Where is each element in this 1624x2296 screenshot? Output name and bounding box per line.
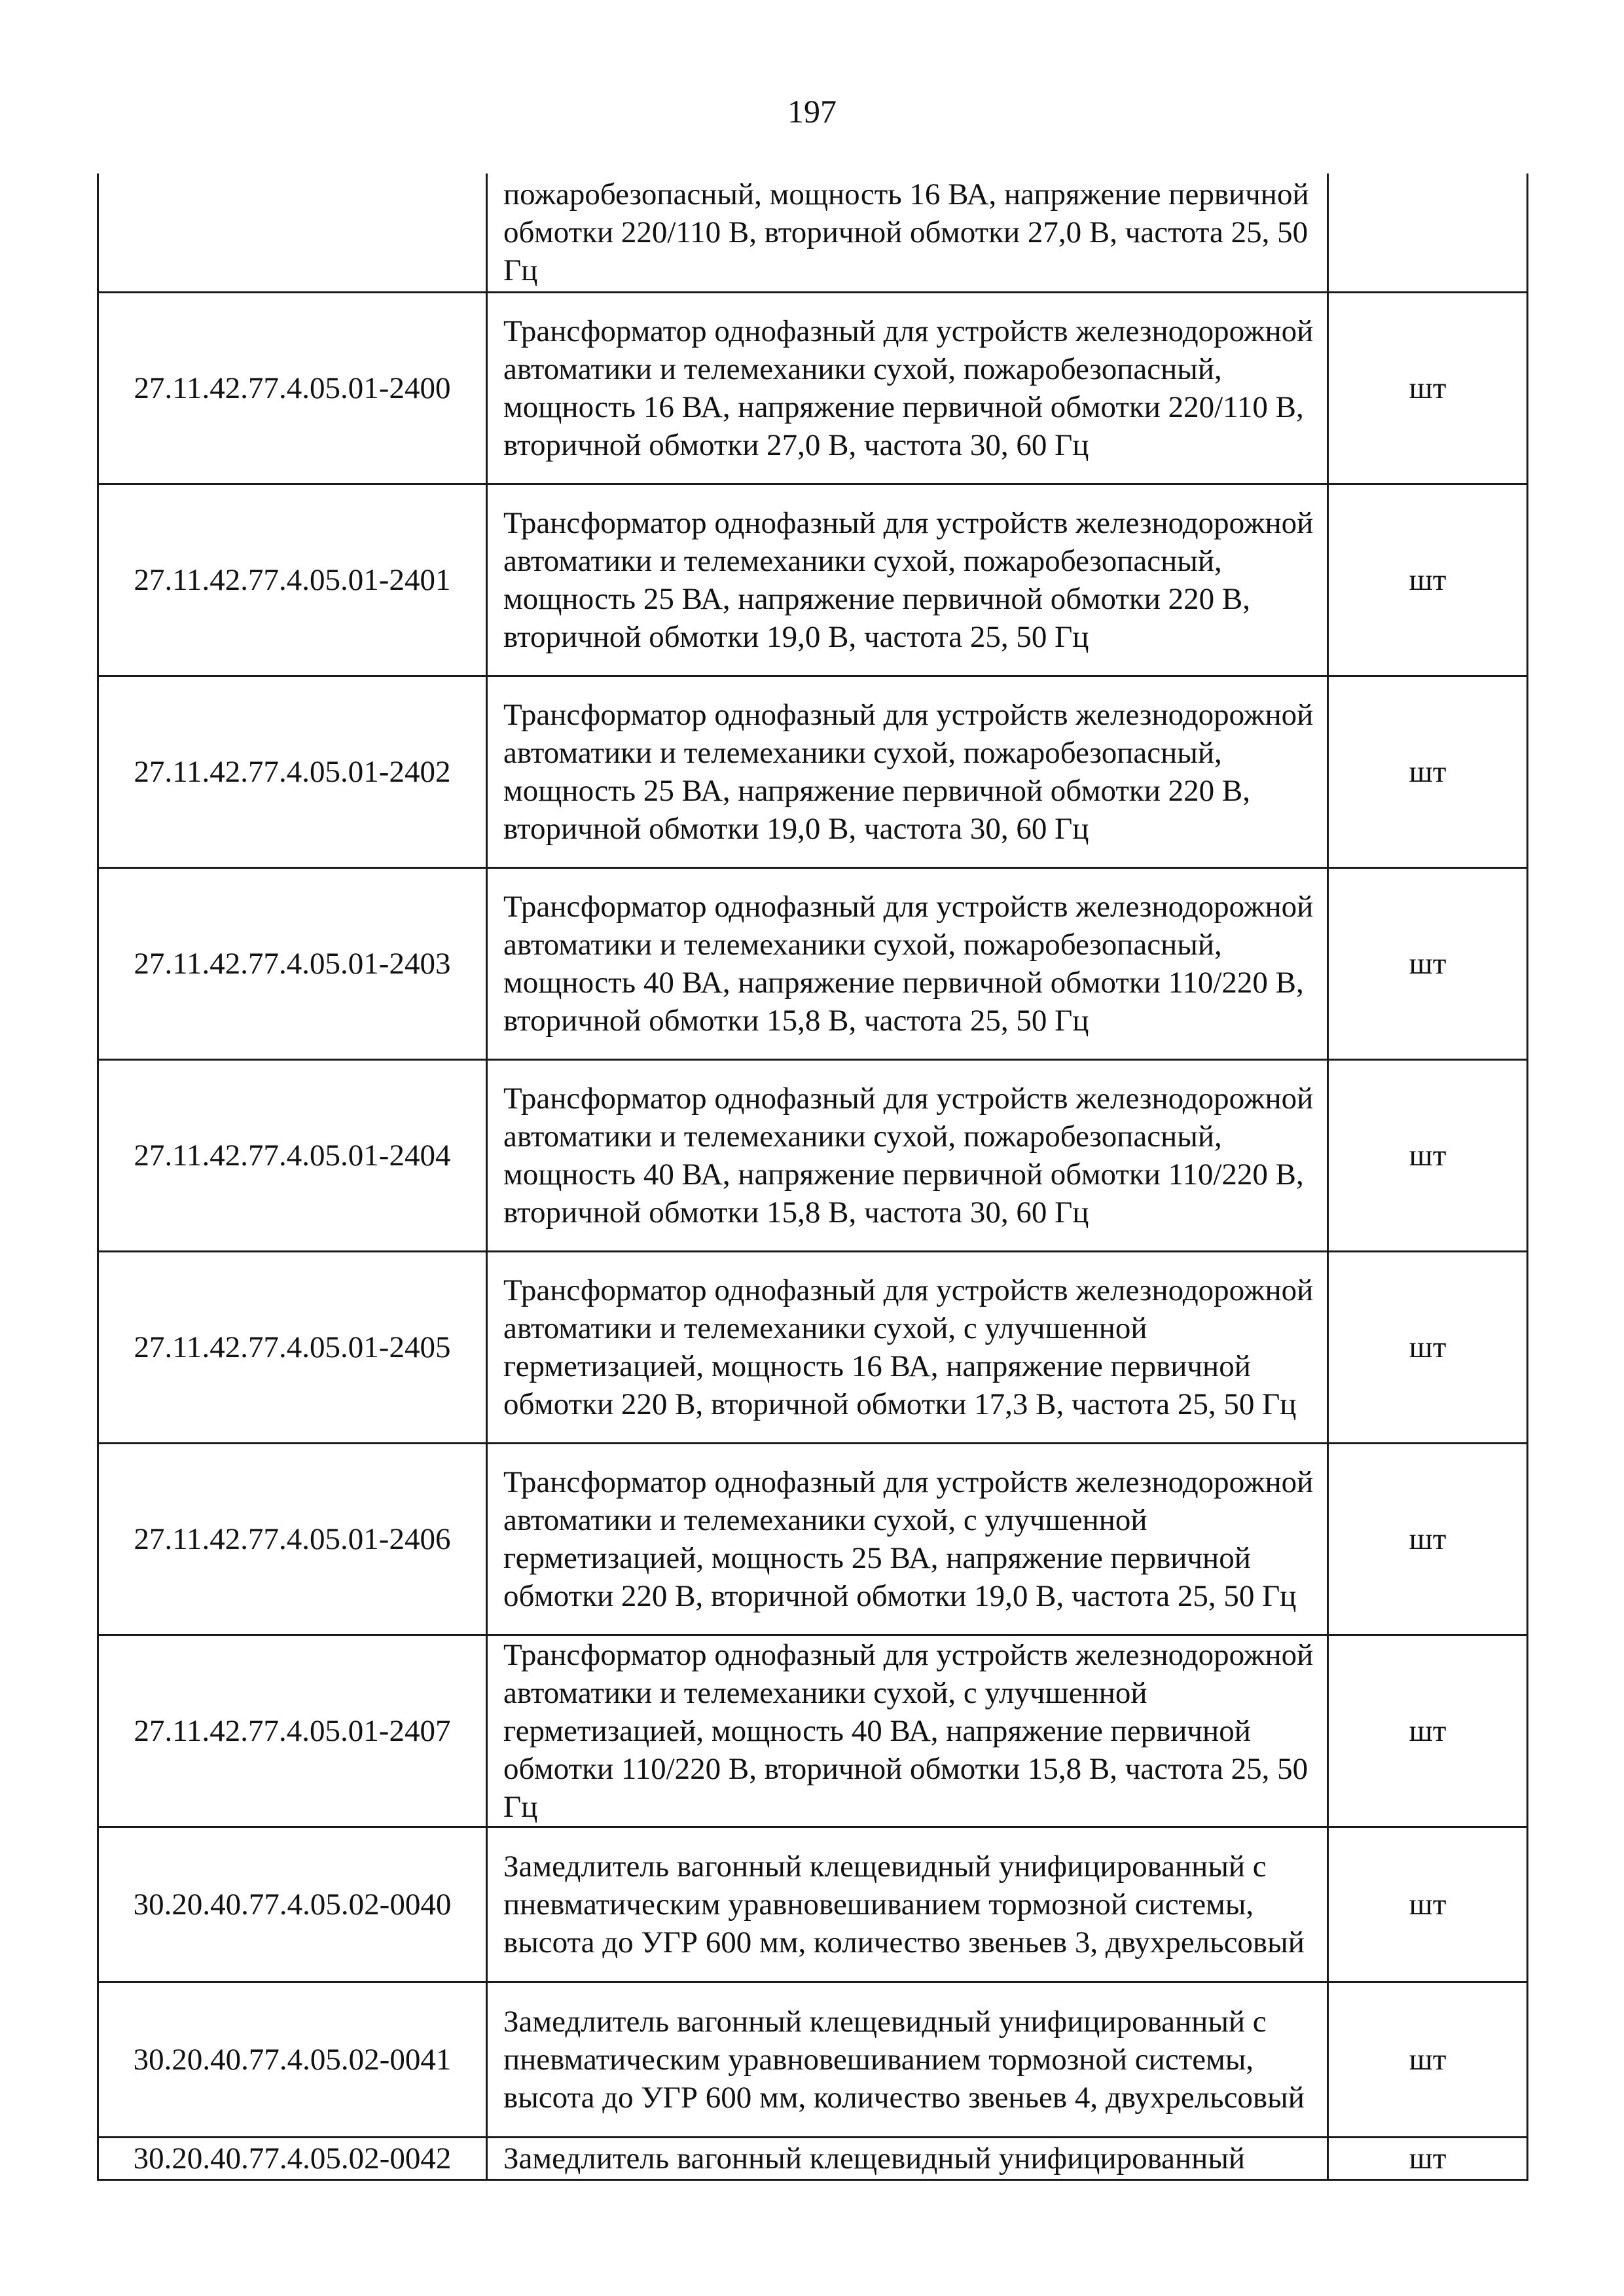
row-unit: шт (1328, 1252, 1528, 1444)
table-row (98, 868, 1528, 1060)
row-unit: шт (1328, 1060, 1528, 1252)
row-code: 27.11.42.77.4.05.01-2400 (98, 293, 487, 484)
row-description: Трансформатор однофазный для устройств железнодорожной автоматики и телемеханики сухой, пожаробезопасный, мощность 40 ВА, напряжение первичной обмотки 110/220 В, вторичной обмотки 15,8 В, частота 30, 60 Гц (487, 1060, 1328, 1252)
row-code: 27.11.42.77.4.05.01-2405 (98, 1252, 487, 1444)
row-description: Замедлитель вагонный клещевидный унифицированный (487, 2138, 1328, 2180)
table-row (98, 1444, 1528, 1635)
row-unit: шт (1328, 676, 1528, 868)
row-code: 27.11.42.77.4.05.01-2404 (98, 1060, 487, 1252)
row-description: Трансформатор однофазный для устройств железнодорожной автоматики и телемеханики сухой, пожаробезопасный, мощность 25 ВА, напряжение первичной обмотки 220 В, вторичной обмотки 19,0 В, частота 25, 50 Гц (487, 484, 1328, 676)
row-unit: шт (1328, 1635, 1528, 1827)
row-code: 30.20.40.77.4.05.02-0041 (98, 1982, 487, 2138)
page-number: 197 (787, 93, 837, 130)
row-unit: шт (1328, 2138, 1528, 2180)
row-description: Трансформатор однофазный для устройств железнодорожной автоматики и телемеханики сухой, пожаробезопасный, мощность 16 ВА, напряжение первичной обмотки 220/110 В, вторичной обмотки 27,0 В, частота 30, 60 Гц (487, 293, 1328, 484)
row-code: 27.11.42.77.4.05.01-2401 (98, 484, 487, 676)
row-unit: шт (1328, 484, 1528, 676)
row-description: Трансформатор однофазный для устройств железнодорожной автоматики и телемеханики сухой, с улучшенной герметизацией, мощность 16 ВА, напряжение первичной обмотки 220 В, вторичной обмотки 17,3 В, частота 25, 50 Гц (487, 1252, 1328, 1444)
row-description: Замедлитель вагонный клещевидный унифицированный с пневматическим уравновешиванием тормозной системы, высота до УГР 600 мм, количество звеньев 4, двухрельсовый (487, 1982, 1328, 2138)
row-unit: шт (1328, 1827, 1528, 1982)
row-code: 27.11.42.77.4.05.01-2402 (98, 676, 487, 868)
table-row (98, 1060, 1528, 1252)
row-code: 27.11.42.77.4.05.01-2406 (98, 1444, 487, 1635)
row-code: 27.11.42.77.4.05.01-2407 (98, 1635, 487, 1827)
row-unit: шт (1328, 293, 1528, 484)
table-row (98, 1252, 1528, 1444)
table-row (98, 484, 1528, 676)
resource-table (97, 173, 1528, 2181)
row-unit: шт (1328, 1444, 1528, 1635)
row-description: Замедлитель вагонный клещевидный унифицированный с пневматическим уравновешиванием тормозной системы, высота до УГР 600 мм, количество звеньев 3, двухрельсовый (487, 1827, 1328, 1982)
table-row (98, 2138, 1528, 2180)
row-code (98, 173, 487, 293)
row-description: пожаробезопасный, мощность 16 ВА, напряжение первичной обмотки 220/110 В, вторичной обмотки 27,0 В, частота 25, 50 Гц (487, 173, 1328, 293)
table-row-continuation (98, 173, 1528, 293)
row-unit: шт (1328, 868, 1528, 1060)
table-row (98, 1635, 1528, 1827)
row-description: Трансформатор однофазный для устройств железнодорожной автоматики и телемеханики сухой, с улучшенной герметизацией, мощность 25 ВА, напряжение первичной обмотки 220 В, вторичной обмотки 19,0 В, частота 25, 50 Гц (487, 1444, 1328, 1635)
row-unit: шт (1328, 1982, 1528, 2138)
table-row (98, 293, 1528, 484)
row-code: 27.11.42.77.4.05.01-2403 (98, 868, 487, 1060)
table-row (98, 1827, 1528, 1982)
table-row (98, 676, 1528, 868)
row-description: Трансформатор однофазный для устройств железнодорожной автоматики и телемеханики сухой, с улучшенной герметизацией, мощность 40 ВА, напряжение первичной обмотки 110/220 В, вторичной обмотки 15,8 В, частота 25, 50 Гц (487, 1635, 1328, 1827)
row-code: 30.20.40.77.4.05.02-0042 (98, 2138, 487, 2180)
row-code: 30.20.40.77.4.05.02-0040 (98, 1827, 487, 1982)
row-unit (1328, 173, 1528, 293)
table-row (98, 1982, 1528, 2138)
row-description: Трансформатор однофазный для устройств железнодорожной автоматики и телемеханики сухой, пожаробезопасный, мощность 40 ВА, напряжение первичной обмотки 110/220 В, вторичной обмотки 15,8 В, частота 25, 50 Гц (487, 868, 1328, 1060)
row-description: Трансформатор однофазный для устройств железнодорожной автоматики и телемеханики сухой, пожаробезопасный, мощность 25 ВА, напряжение первичной обмотки 220 В, вторичной обмотки 19,0 В, частота 30, 60 Гц (487, 676, 1328, 868)
